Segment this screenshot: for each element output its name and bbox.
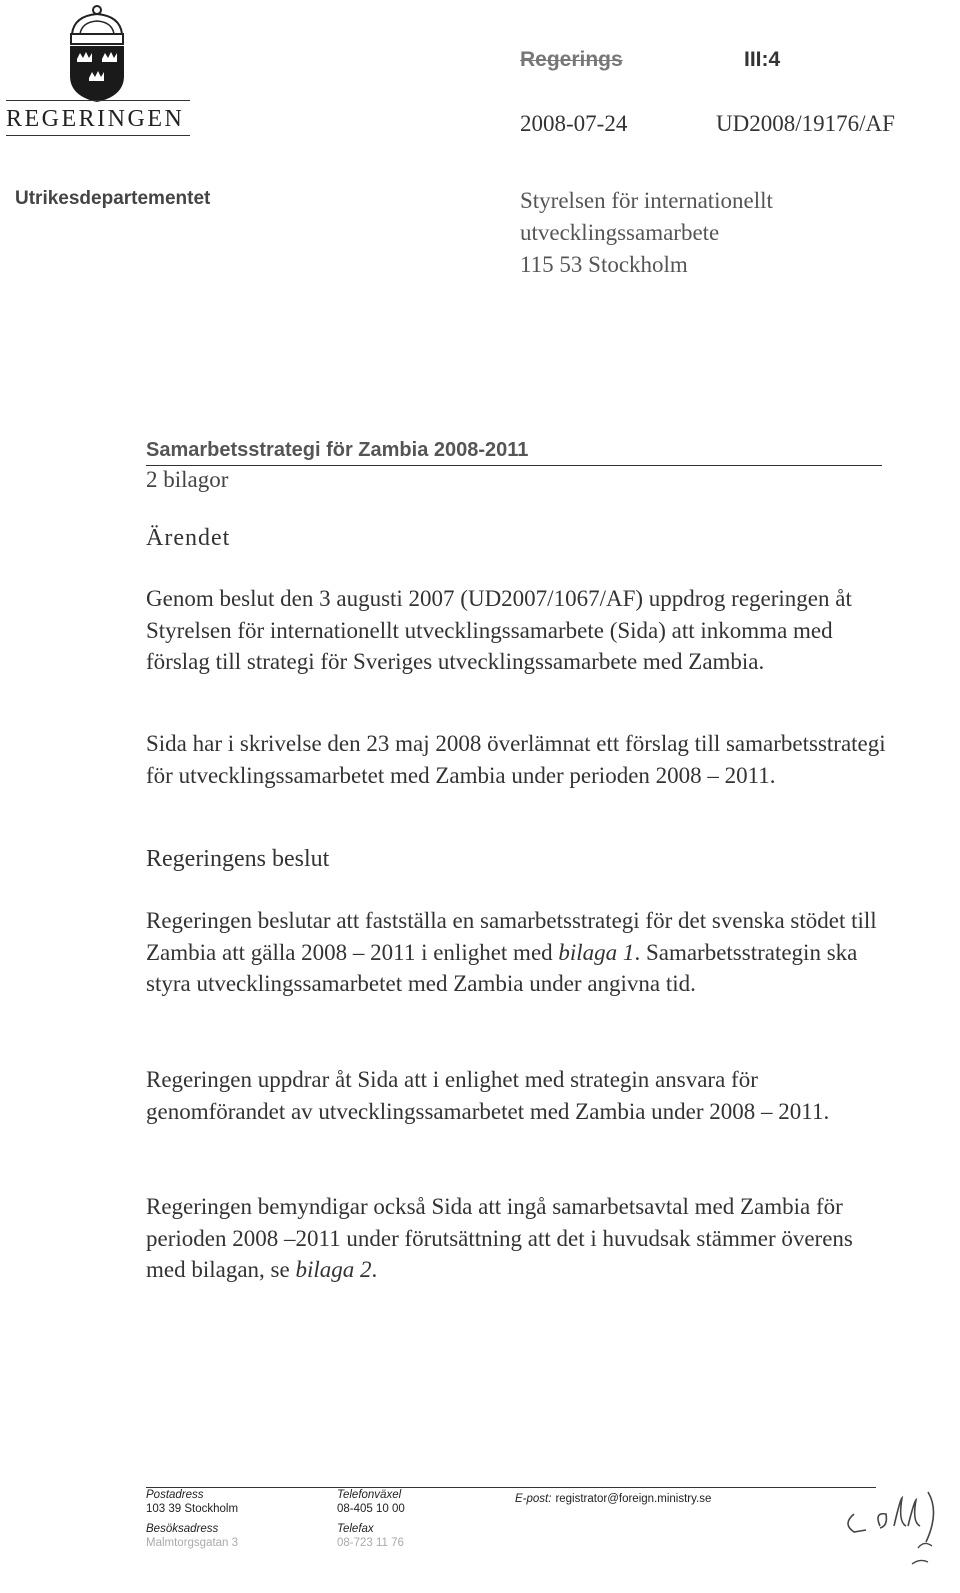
handwritten-mark <box>828 1482 948 1582</box>
paragraph-4: Regeringen uppdrar åt Sida att i enlighet med strategin ansvara för genomförandet av utvecklingssamarbetet med Zambia under 2008 – 2011. <box>146 1067 830 1124</box>
crest-rule-top <box>6 100 190 101</box>
subject-rule <box>146 465 882 466</box>
three-crowns-crest-icon <box>62 4 132 104</box>
recipient-line-2: utvecklingssamarbete <box>520 220 720 245</box>
postadress-label: Postadress <box>146 1489 204 1501</box>
handwriting-signature-icon <box>828 1482 948 1582</box>
telefax-label: Telefax <box>337 1523 374 1535</box>
epost-value: registrator@foreign.ministry.se <box>555 1493 712 1505</box>
footer-postadress <box>146 1489 238 1549</box>
attachments-note: 2 bilagor <box>146 467 229 492</box>
telefonvaxel-label: Telefonväxel <box>337 1489 402 1501</box>
footer-telefon <box>337 1489 405 1549</box>
telefonvaxel-value: 08-405 10 00 <box>337 1503 405 1515</box>
paragraph-3-text: Regeringen beslutar att fastställa en samarbetsstrategi för det svenska stödet till Zambia att gälla 2008 – 2011 i enlighet med <box>146 908 877 965</box>
crest-logo <box>62 4 132 104</box>
recipient-line-1: Styrelsen för internationellt <box>520 188 773 213</box>
paragraph-5 <box>146 1191 886 1286</box>
subject-title: Samarbetsstrategi för Zambia 2008-2011 <box>146 439 529 461</box>
recipient-line-3: 115 53 Stockholm <box>520 252 688 277</box>
section-heading-beslut: Regeringens beslut <box>146 846 330 872</box>
paragraph-3 <box>146 905 886 1000</box>
footer-rule <box>146 1487 876 1488</box>
document-date: 2008-07-24 <box>520 111 628 136</box>
stamp-label: Regerings <box>520 48 623 71</box>
department-name: Utrikesdepartementet <box>15 188 211 209</box>
recipient-address <box>520 185 773 281</box>
postadress-value: 103 39 Stockholm <box>146 1503 239 1515</box>
document-reference: UD2008/19176/AF <box>716 111 895 136</box>
paragraph-3-text-end: . Samarbetsstrategin ska styra utvecklingssamarbetet med Zambia under angivna tid. <box>146 939 858 996</box>
paragraph-5-text-end: . <box>371 1257 378 1282</box>
attachment-2-reference: bilaga 2 <box>295 1257 372 1282</box>
stamp-number: III:4 <box>744 48 781 71</box>
besoksadress-label: Besöksadress <box>146 1523 219 1535</box>
paragraph-1: Genom beslut den 3 augusti 2007 (UD2007/1067/AF) uppdrog regeringen åt Styrelsen för internationellt utvecklingssamarbete (Sida) att inkomma med förslag till strategi för Sveriges utvecklingssamarbete med Zambia. <box>146 586 852 674</box>
section-heading-arendet: Ärendet <box>146 525 231 551</box>
besoksadress-value: Malmtorgsgatan 3 <box>146 1537 239 1549</box>
crest-rule-bottom <box>6 135 190 136</box>
epost-label: E-post: <box>515 1493 552 1505</box>
attachment-1-reference: bilaga 1 <box>558 939 635 965</box>
paragraph-5-text: Regeringen bemyndigar också Sida att ingå samarbetsavtal med Zambia för perioden 2008 –2011 under förutsättning att det i huvudsak stämmer överens med bilagan, se <box>146 1194 853 1282</box>
telefax-value: 08-723 11 76 <box>337 1537 404 1549</box>
org-name: REGERINGEN <box>6 106 185 132</box>
paragraph-2: Sida har i skrivelse den 23 maj 2008 överlämnat ett förslag till samarbetsstrategi för utvecklingssamarbetet med Zambia under perioden 2008 – 2011. <box>146 731 886 788</box>
footer-epost <box>515 1489 711 1507</box>
